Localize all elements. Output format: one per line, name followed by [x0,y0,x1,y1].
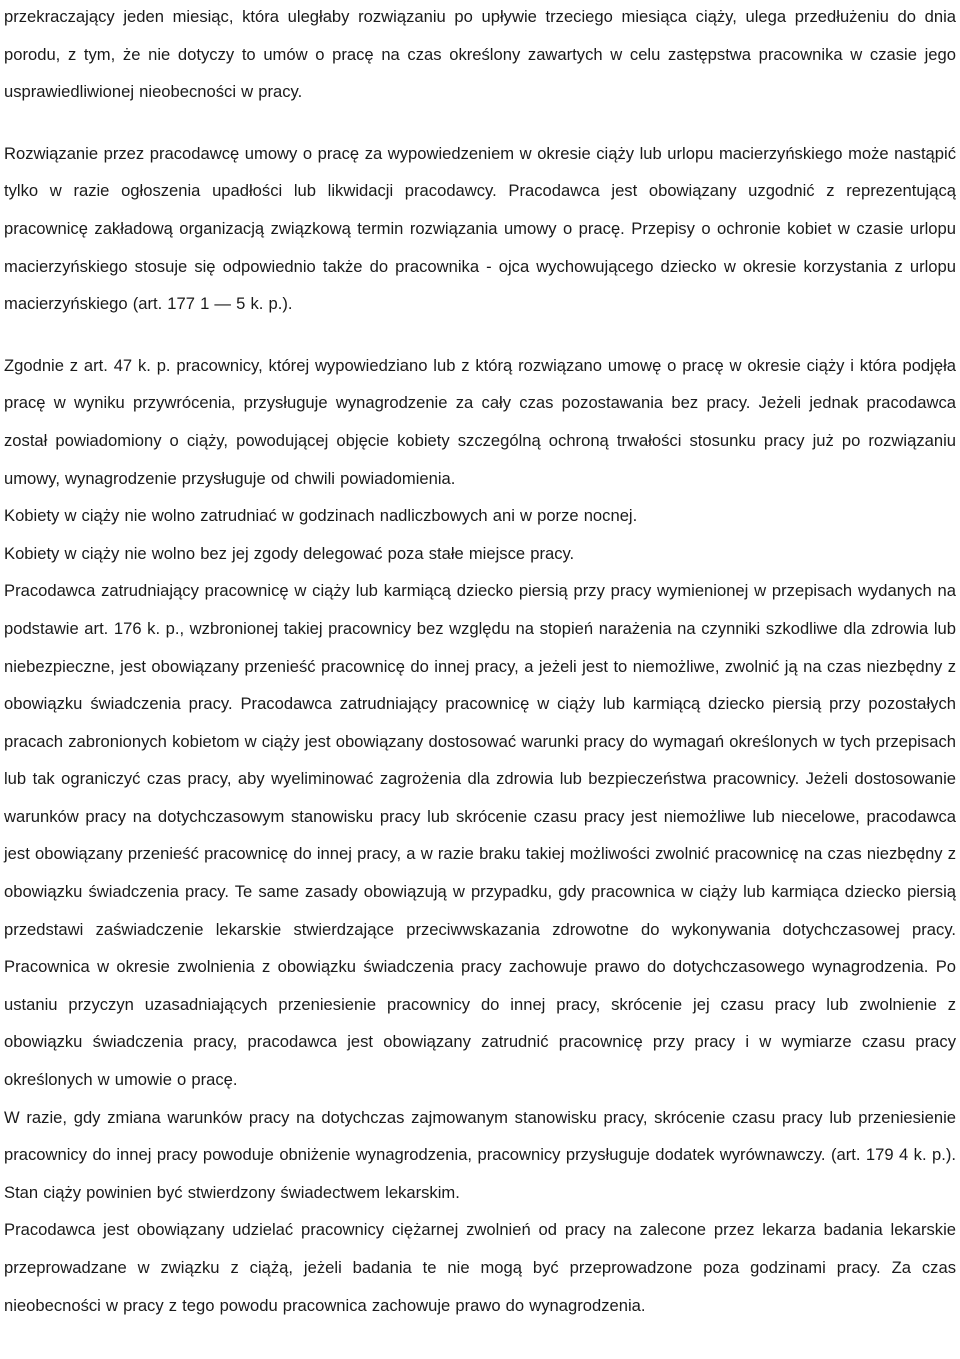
paragraph-overtime-prohibition: Kobiety w ciąży nie wolno zatrudniać w godzinach nadliczbowych ani w porze nocnej. [4,506,638,526]
paragraph-art-47-remuneration: Zgodnie z art. 47 k. p. pracownicy, której wypowiedziano lub z którą rozwiązano umowę o pracę w okresie ciąży i która podjęła pracę w wyniku przywrócenia, przysługuje wynagrodzenie za cały czas pozostawania bez pracy. Jeżeli jednak pracodawca został powiadomiony o ciąży, powodującej objęcie kobiety szczególną ochroną trwałości stosunku pracy już po rozwiązaniu umowy, wynagrodzenie przysługuje od chwili powiadomienia. [4,355,956,488]
paragraph-delegation-prohibition: Kobiety w ciąży nie wolno bez jej zgody delegować poza stałe miejsce pracy. [4,543,575,563]
paragraph-compensatory-allowance: W razie, gdy zmiana warunków pracy na dotychczas zajmowanym stanowisku pracy, skrócenie czasu pracy lub przeniesienie pracownicy do innej pracy powoduje obniżenie wynagrodzenia, pracownicy przysługuje dodatek wyrównawczy. (art. 179 4 k. p.). Stan ciąży powinien być stwierdzony świadectwem lekarskim. [4,1107,956,1202]
paragraph-harmful-work-transfer: Pracodawca zatrudniający pracownicę w ciąży lub karmiącą dziecko piersią przy pracy wymienionej w przepisach wydanych na podstawie art. 176 k. p., wzbronionej takiej pracownicy bez względu na stopień narażenia na czynniki szkodliwe dla zdrowia lub niebezpieczne, jest obowiązany przenieść pracownicę do innej pracy, a jeżeli jest to niemożliwe, zwolnić ją na czas niezbędny z obowiązku świadczenia pracy. Pracodawca zatrudniający pracownicę w ciąży lub karmiącą dziecko piersią przy pozostałych pracach zabronionych kobietom w ciąży jest obowiązany dostosować warunki pracy do wymagań określonych w tych przepisach lub tak ograniczyć czas pracy, aby wyeliminować zagrożenia dla zdrowia lub bezpieczeństwa pracownicy. Jeżeli dostosowanie warunków pracy na dotychczasowym stanowisku pracy lub skrócenie czasu pracy jest niemożliwe lub niecelowe, pracodawca jest obowiązany przenieść pracownicę do innej pracy, a w razie braku takiej możliwości zwolnić pracownicę na czas niezbędny z obowiązku świadczenia pracy. Te same zasady obowiązują w przypadku, gdy pracownica w ciąży lub karmiąca dziecko piersią przedstawi zaświadczenie lekarskie stwierdzające przeciwwskazania zdrowotne do wykonywania dotychczasowej pracy. Pracownica w okresie zwolnienia z obowiązku świadczenia pracy zachowuje prawo do dotychczasowego wynagrodzenia. Po ustaniu przyczyn uzasadniających przeniesienie pracownicy do innej pracy, skrócenie jej czasu pracy lub zwolnienie z obowiązku świadczenia pracy, pracodawca jest obowiązany zatrudnić pracownicę przy pracy i w wymiarze czasu pracy określonych w umowie o pracę. [4,581,956,1090]
paragraph-termination-protection: Rozwiązanie przez pracodawcę umowy o pracę za wypowiedzeniem w okresie ciąży lub urlopu macierzyńskiego może nastąpić tylko w razie ogłoszenia upadłości lub likwidacji pracodawcy. Pracodawca jest obowiązany uzgodnić z reprezentującą pracownicę zakładową organizacją związkową termin rozwiązania umowy o pracę. Przepisy o ochronie kobiet w czasie urlopu macierzyńskiego stosuje się odpowiednio także do pracownika - ojca wychowującego dziecko w okresie korzystania z urlopu macierzyńskiego (art. 177 1 — 5 k. p.). [4,143,956,314]
paragraph-pregnancy-contract-extension: przekraczający jeden miesiąc, która uległaby rozwiązaniu po upływie trzeciego miesiąca ciąży, ulega przedłużeniu do dnia porodu, z tym, że nie dotyczy to umów o pracę na czas określony zawartych w celu zastępstwa pracownika w czasie jego usprawiedliwionej nieobecności w pracy. [4,7,956,102]
paragraph-medical-exam-leave: Pracodawca jest obowiązany udzielać pracownicy ciężarnej zwolnień od pracy na zalecone przez lekarza badania lekarskie przeprowadzane w związku z ciążą, jeżeli badania te nie mogą być przeprowadzone poza godzinami pracy. Za czas nieobecności w pracy z tego powodu pracownica zachowuje prawo do wynagrodzenia. [4,1220,956,1315]
